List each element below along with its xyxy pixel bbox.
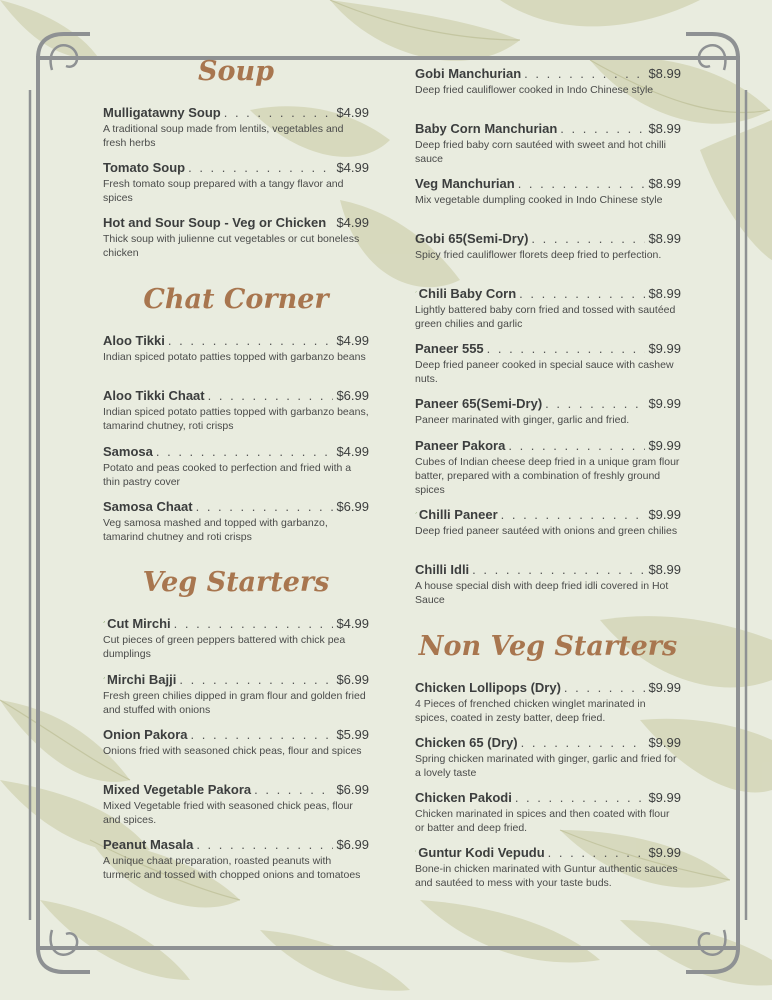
- item-price: $4.99: [336, 333, 369, 348]
- item-price: $4.99: [336, 105, 369, 120]
- item-name: Mirchi Bajji: [107, 672, 177, 687]
- item-name: Chili Baby Corn: [418, 286, 517, 301]
- item-price: $9.99: [648, 341, 681, 356]
- item-description: Spicy fried cauliflower florets deep fried to perfection.: [415, 249, 662, 261]
- item-name: Mixed Vegetable Pakora: [103, 782, 252, 797]
- chili-icon: [415, 507, 417, 519]
- item-price: $9.99: [648, 845, 681, 860]
- item-name: Chilli Idli: [415, 562, 470, 577]
- chili-icon: [415, 845, 416, 857]
- item-description: Deep fried paneer sautéed with onions and green chilies: [415, 525, 678, 537]
- item-name: Samosa: [103, 444, 153, 459]
- chat-corner-title: Chat Corner: [143, 284, 329, 315]
- item-name: Onion Pakora: [103, 727, 188, 742]
- item-description: Onions fried with seasoned chick peas, flour and spices: [103, 745, 362, 757]
- item-description: Deep fried cauliflower cooked in Indo Chinese style: [415, 84, 654, 96]
- item-description: Cubes of Indian cheese deep fried in a unique gram flour batter, prepared with a combination of freshly ground spices: [415, 456, 680, 496]
- item-price: $4.99: [336, 160, 369, 175]
- item-name: Samosa Chaat: [103, 499, 193, 514]
- menu-item: [103, 498, 369, 544]
- item-description: Mix vegetable dumpling cooked in Indo Chinese style: [415, 194, 663, 206]
- item-description: A unique chaat preparation, roasted peanuts with turmeric and tossed with chopped onions and tomatoes: [103, 855, 361, 881]
- item-price: $9.99: [648, 396, 681, 411]
- item-price: $8.99: [648, 66, 681, 81]
- item-name: Chicken Pakodi: [415, 790, 512, 805]
- soup-title: Soup: [197, 56, 275, 87]
- item-description: Cut pieces of green peppers battered with chick pea dumplings: [103, 634, 346, 660]
- item-description: A house special dish with deep fried idli covered in Hot Sauce: [415, 580, 669, 606]
- item-price: $6.99: [336, 499, 369, 514]
- soup-section: [103, 56, 369, 88]
- menu-item: [415, 844, 681, 890]
- item-description: Potato and peas cooked to perfection and fried with a thin pastry cover: [103, 462, 352, 488]
- menu-item: [103, 214, 369, 260]
- item-description: Deep fried baby corn sautéed with sweet and hot chilli sauce: [415, 139, 666, 165]
- item-name: Baby Corn Manchurian: [415, 121, 558, 136]
- item-price: $8.99: [648, 176, 681, 191]
- item-name: Mulligatawny Soup: [103, 105, 221, 120]
- veg-starters-title: Veg Starters: [142, 567, 330, 598]
- item-price: $8.99: [648, 231, 681, 246]
- item-description: 4 Pieces of frenched chicken winglet marinated in spices, coated in zesty batter, deep fried.: [415, 698, 646, 724]
- chili-icon: [103, 672, 105, 684]
- item-price: $4.99: [336, 444, 369, 459]
- menu-item: [103, 443, 369, 489]
- item-price: $6.99: [336, 782, 369, 797]
- item-price: $6.99: [336, 388, 369, 403]
- menu-item: [415, 175, 681, 207]
- menu-item: [103, 671, 369, 717]
- menu-item: [415, 561, 681, 607]
- item-description: Chicken marinated in spices and then coated with flour or batter and deep fried.: [415, 808, 670, 834]
- menu-item: [415, 789, 681, 835]
- menu-item: [103, 836, 369, 882]
- item-name: Aloo Tikki Chaat: [103, 388, 205, 403]
- item-name: Chicken 65 (Dry): [415, 735, 518, 750]
- item-name: Chicken Lollipops (Dry): [415, 680, 561, 695]
- menu-item: [415, 506, 681, 538]
- item-price: $4.99: [336, 616, 369, 631]
- item-name: Aloo Tikki: [103, 333, 165, 348]
- item-name: Veg Manchurian: [415, 176, 515, 191]
- item-description: Indian spiced potato patties topped with garbanzo beans, tamarind chutney, roti crisps: [103, 406, 369, 432]
- item-price: $9.99: [648, 438, 681, 453]
- item-price: $9.99: [648, 507, 681, 522]
- item-price: $9.99: [648, 735, 681, 750]
- menu-item: [415, 285, 681, 331]
- item-name: Paneer 555: [415, 341, 484, 356]
- menu-item: [415, 395, 681, 427]
- item-price: $9.99: [648, 790, 681, 805]
- menu-item: [415, 120, 681, 166]
- menu-item: [415, 65, 681, 97]
- item-description: Mixed Vegetable fried with seasoned chick peas, flour and spices.: [103, 800, 353, 826]
- item-description: Paneer marinated with ginger, garlic and fried.: [415, 414, 630, 426]
- menu-item: [103, 781, 369, 827]
- item-description: Spring chicken marinated with ginger, garlic and fried for a lovely taste: [415, 753, 677, 779]
- item-description: Indian spiced potato patties topped with garbanzo beans: [103, 351, 366, 363]
- item-price: $5.99: [336, 727, 369, 742]
- menu-item: [103, 726, 369, 758]
- item-name: Paneer 65(Semi-Dry): [415, 396, 543, 411]
- item-price: $9.99: [648, 680, 681, 695]
- item-description: Thick soup with julienne cut vegetables or cut boneless chicken: [103, 233, 360, 259]
- item-description: Fresh green chilies dipped in gram flour and golden fried and stuffed with onions: [103, 690, 366, 716]
- non-veg-starters-section: [415, 631, 681, 663]
- item-name: Paneer Pakora: [415, 438, 506, 453]
- item-description: Veg samosa mashed and topped with garbanzo, tamarind chutney and roti crisps: [103, 517, 328, 543]
- item-price: $8.99: [648, 562, 681, 577]
- item-name: Hot and Sour Soup - Veg or Chicken: [103, 215, 327, 230]
- item-name: Gobi Manchurian: [415, 66, 522, 81]
- chili-icon: [415, 286, 417, 298]
- item-price: $4.99: [336, 215, 369, 230]
- menu-item: [415, 437, 681, 497]
- item-name: Guntur Kodi Vepudu: [418, 845, 545, 860]
- menu-item: [103, 615, 369, 661]
- item-description: Lightly battered baby corn fried and tossed with sautéed green chilies and garlic: [415, 304, 676, 330]
- item-name: Tomato Soup: [103, 160, 186, 175]
- menu-item: [103, 104, 369, 150]
- item-price: $8.99: [648, 286, 681, 301]
- menu-item: [103, 387, 369, 433]
- item-price: $8.99: [648, 121, 681, 136]
- menu-item: [103, 332, 369, 364]
- chili-icon: [103, 616, 105, 628]
- menu-item: [415, 679, 681, 725]
- non-veg-starters-title: Non Veg Starters: [418, 631, 678, 662]
- menu-item: [415, 340, 681, 386]
- chat-corner-section: [103, 284, 369, 316]
- item-name: Chilli Paneer: [418, 507, 498, 522]
- item-name: Gobi 65(Semi-Dry): [415, 231, 529, 246]
- item-price: $6.99: [336, 672, 369, 687]
- item-price: $6.99: [336, 837, 369, 852]
- item-description: Fresh tomato soup prepared with a tangy flavor and spices: [103, 178, 344, 204]
- menu-item: [415, 230, 681, 262]
- item-description: Bone-in chicken marinated with Guntur authentic sauces and sautéed to mess with your taste buds.: [415, 863, 678, 889]
- menu-item: [103, 159, 369, 205]
- veg-starters-section: [103, 567, 369, 599]
- item-description: Deep fried paneer cooked in special sauce with cashew nuts.: [415, 359, 674, 385]
- menu-item: [415, 734, 681, 780]
- item-name: Peanut Masala: [103, 837, 194, 852]
- item-name: Cut Mirchi: [107, 616, 171, 631]
- item-description: A traditional soup made from lentils, vegetables and fresh herbs: [103, 123, 344, 149]
